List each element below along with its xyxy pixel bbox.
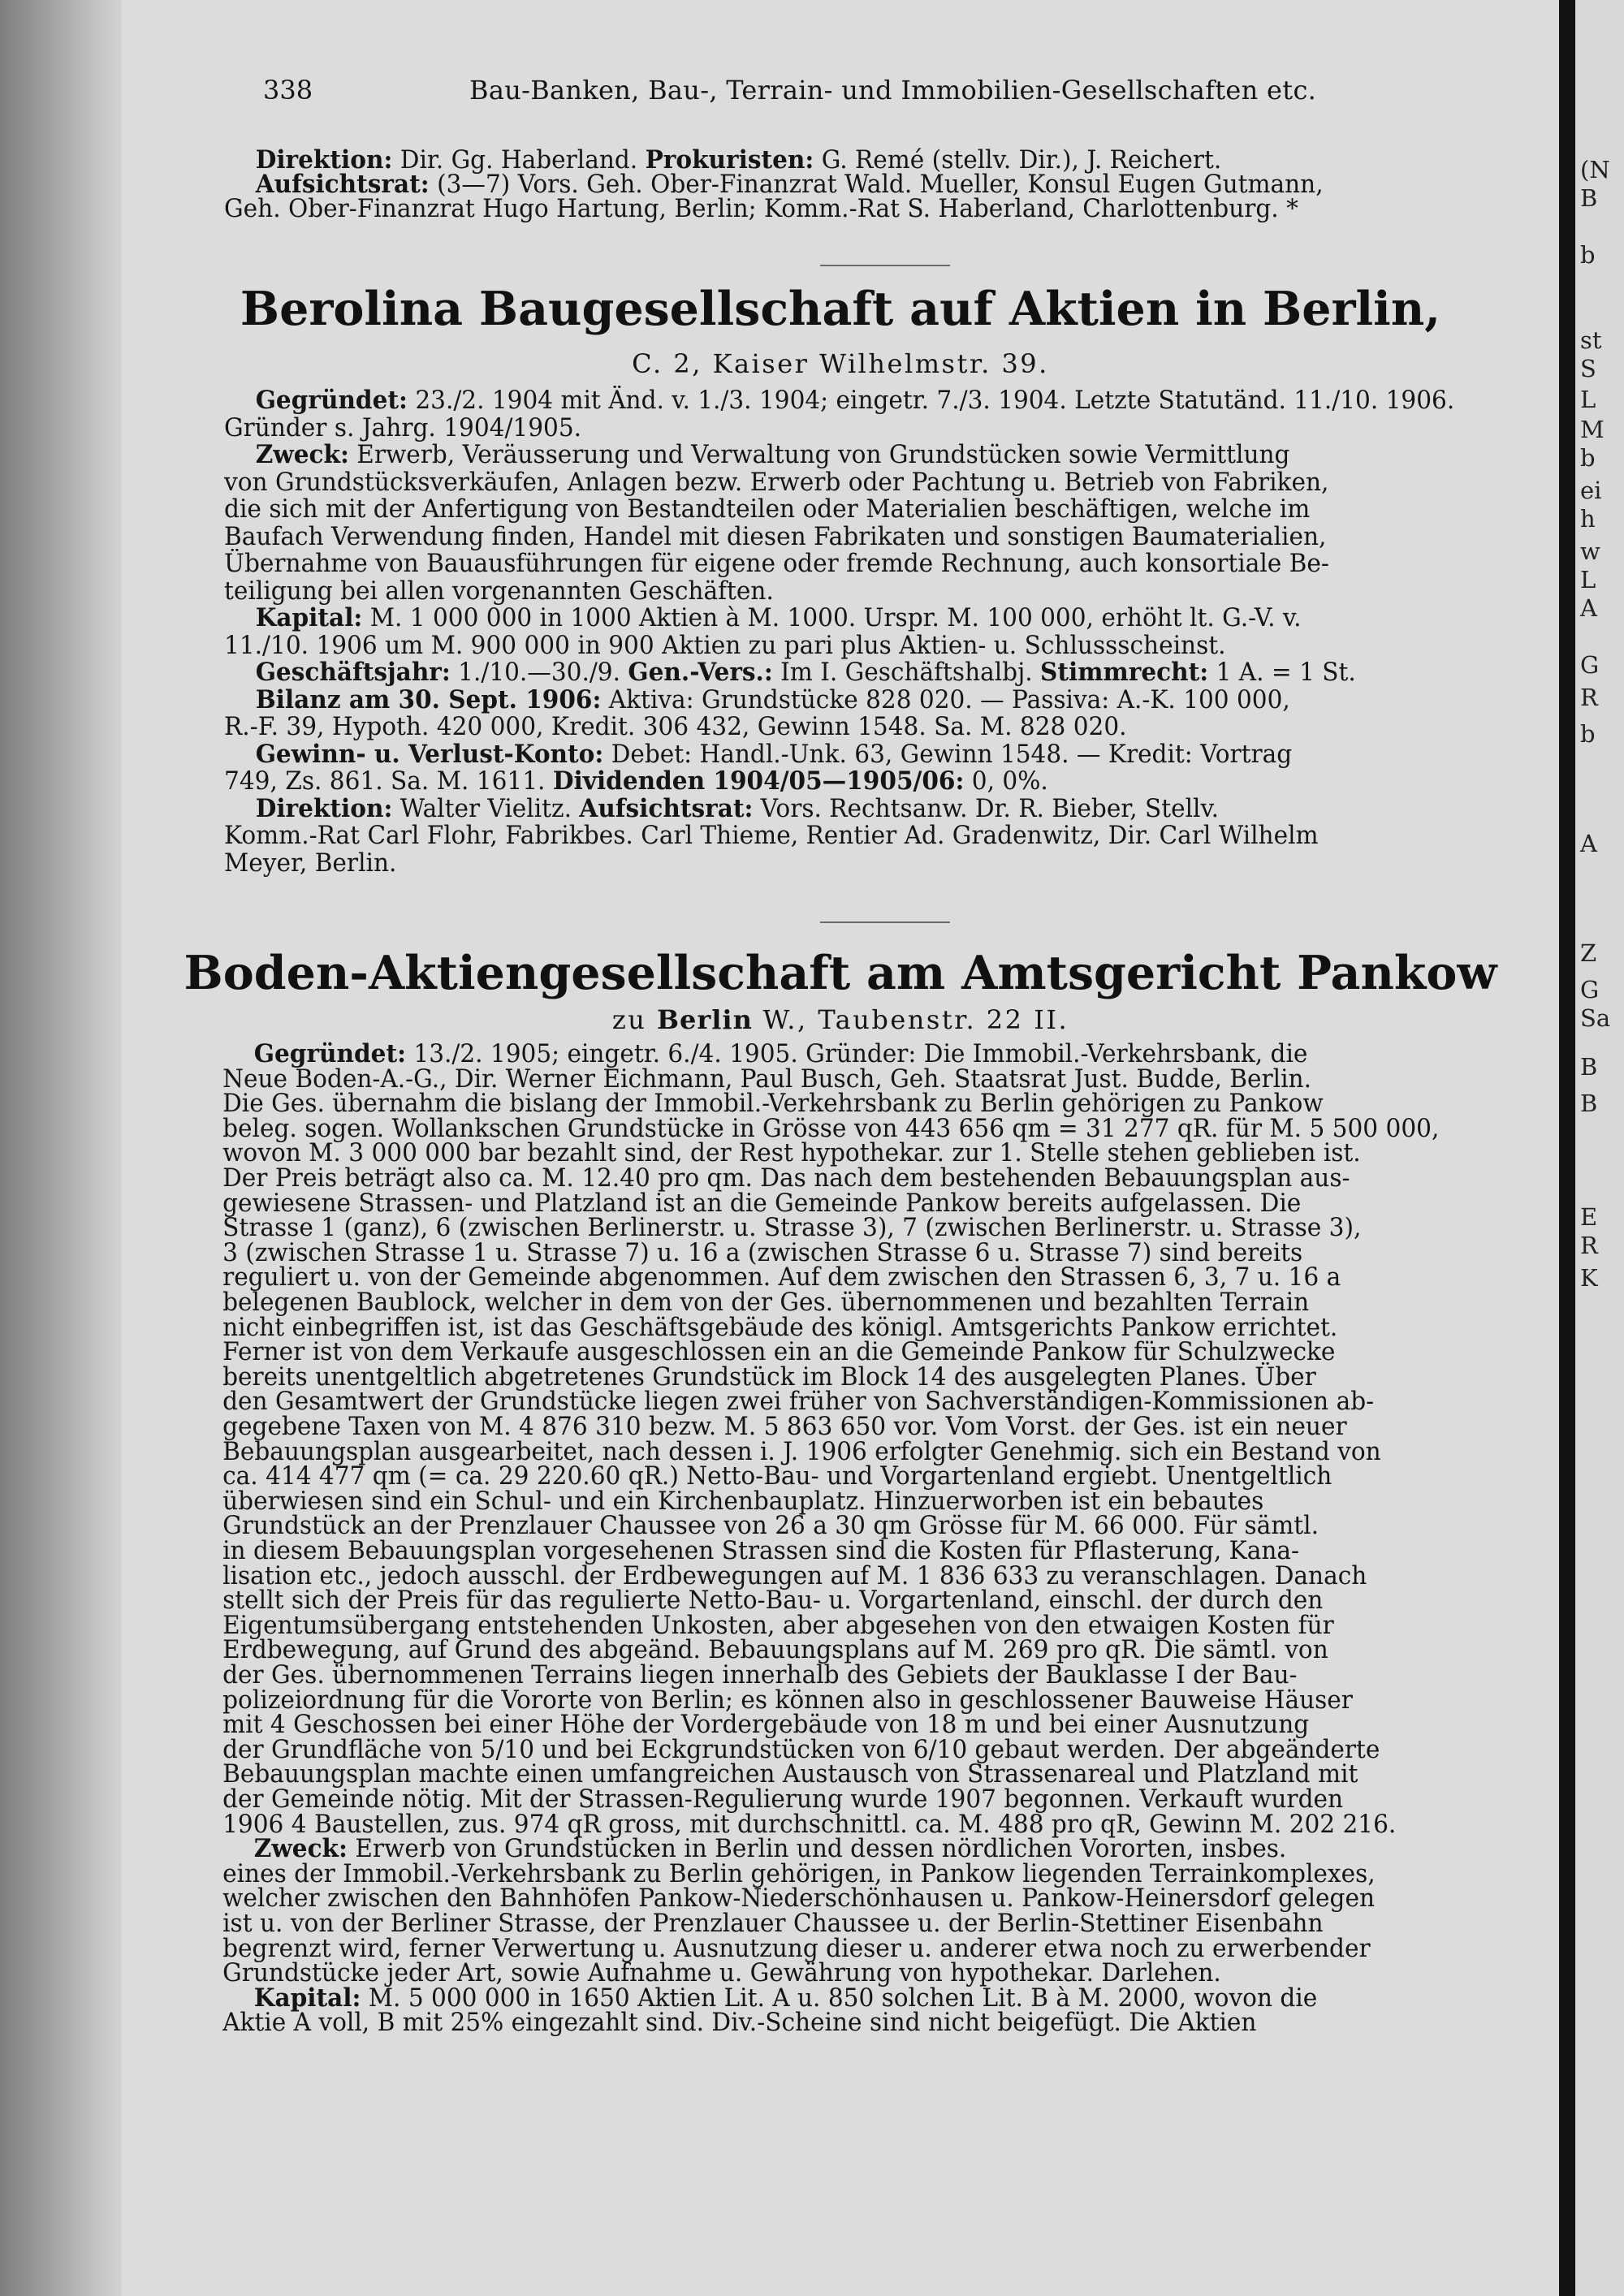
text-line <box>122 1561 1515 1590</box>
text: Dir. Gg. Haberland. <box>392 146 646 175</box>
text: 11./10. 1906 um M. 900 000 in 900 Aktien zu pari plus Aktien- u. Schlussscheinst. <box>224 631 1226 660</box>
text-line <box>122 1362 1515 1392</box>
text-line <box>122 1166 1515 1192</box>
text: teiligung bei allen vorgenannten Geschäften. <box>224 576 774 606</box>
keyword: Gen.-Vers.: <box>628 658 773 687</box>
text-line <box>122 1737 1515 1763</box>
text: Strasse 1 (ganz), 6 (zwischen Berlinerstr. u. Strasse 3), 7 (zwischen Berlinerstr. u. Strasse 3), <box>222 1214 1362 1243</box>
text: Der Preis beträgt also ca. M. 12.40 pro qm. Das nach dem bestehenden Bebauungsplan aus- <box>222 1164 1350 1193</box>
berolina-title: Berolina Baugesellschaft auf Aktien in Berlin, <box>240 282 1441 336</box>
text: die sich mit der Anfertigung von Bestandteilen oder Materialien beschäftigen, welche im <box>224 495 1311 524</box>
text-line <box>122 1886 1515 1912</box>
facing-page-fragment: st <box>1580 326 1602 354</box>
text-line <box>122 739 1514 769</box>
text-line <box>122 1613 1515 1639</box>
text-line <box>122 1685 1515 1715</box>
text: 3 (zwischen Strasse 1 u. Strasse 7) u. 16 a (zwischen Strasse 6 u. Strasse 7) sind bereits <box>222 1238 1303 1267</box>
facing-page-fragment: S <box>1580 355 1596 382</box>
text: stellt sich der Preis für das regulierte Netto-Bau- u. Vorgartenland, einschl. der durch den <box>222 1586 1324 1616</box>
keyword: Zweck: <box>253 1834 348 1864</box>
text: (3—7) Vors. Geh. Ober-Finanzrat Wald. Mueller, Konsul Eugen Gutmann, <box>429 170 1324 199</box>
facing-page-fragment: (N <box>1580 156 1610 183</box>
text: Baufach Verwendung finden, Handel mit diesen Fabrikaten und sonstigen Baumaterialien, <box>224 522 1327 551</box>
running-header <box>122 75 1559 107</box>
text: lisation etc., jedoch ausschl. der Erdbewegungen auf M. 1 836 633 zu veranschlagen. Danach <box>222 1561 1367 1590</box>
facing-page-fragment: b <box>1580 720 1596 748</box>
text-line <box>122 633 1515 659</box>
text: in diesem Bebauungsplan vorgesehenen Strassen sind die Kosten für Pflasterung, Kana- <box>222 1537 1300 1565</box>
text: polizeiordnung für die Vororte von Berlin; es können also in geschlossener Bauweise Häuser <box>222 1685 1353 1715</box>
keyword: Prokuristen: <box>645 145 814 175</box>
text: der Grundfläche von 5/10 und bei Eckgrundstücken von 6/10 gebaut werden. Der abgeänderte <box>222 1735 1380 1764</box>
facing-page-fragment: h <box>1580 505 1596 533</box>
facing-page-fragment: ei <box>1580 477 1602 504</box>
text: G. Remé (stellv. Dir.), J. Reichert. <box>814 146 1222 175</box>
keyword: Kapital: <box>255 603 363 632</box>
text: Die Ges. übernahm die bislang der Immobil.-Verkehrsbank zu Berlin gehörigen zu Pankow <box>222 1090 1324 1119</box>
facing-page-fragment: R <box>1580 1232 1598 1259</box>
keyword: Geschäftsjahr: <box>255 658 451 687</box>
keyword: Bilanz am 30. Sept. 1906: <box>255 684 602 714</box>
keyword: Aufsichtsrat: <box>579 793 754 823</box>
text-line <box>122 1290 1515 1316</box>
text-line <box>122 1787 1515 1813</box>
text: Grundstücke jeder Art, sowie Aufnahme u. Gewährung von hypothekar. Darlehen. <box>222 1959 1221 1988</box>
text: von Grundstücksverkäufen, Anlagen bezw. Erwerb oder Pachtung u. Betrieb von Fabriken, <box>224 468 1329 497</box>
text: Aktie A voll, B mit 25% eingezahlt sind. Div.-Scheine sind nicht beigefügt. Die Aktien <box>222 2009 1257 2038</box>
keyword: Stimmrecht: <box>1040 658 1209 687</box>
facing-page-fragment: Sa <box>1580 1004 1611 1032</box>
text: Erwerb von Grundstücken in Berlin und dessen nördlichen Vororten, insbes. <box>347 1835 1287 1864</box>
text: Eigentumsübergang entstehenden Unkosten, aber abgesehen von den etwaigen Kosten für <box>222 1611 1334 1640</box>
text-line <box>122 2010 1515 2036</box>
text: begrenzt wird, ferner Verwertung u. Ausnutzung dieser u. anderer etwa noch zu erwerbender <box>222 1934 1371 1963</box>
text: überwiesen sind ein Schul- und ein Kirchenbauplatz. Hinzuerworben ist ein bebautes <box>222 1487 1264 1516</box>
text: der Ges. übernommenen Terrains liegen innerhalb des Gebiets der Bauklasse I der Bau- <box>222 1661 1298 1690</box>
text: reguliert u. von der Gemeinde abgenommen. Auf dem zwischen den Strassen 6, 3, 7 u. 16 a <box>222 1263 1341 1293</box>
text-line <box>122 1414 1515 1440</box>
facing-page-edge <box>1575 0 1624 2296</box>
text: ist u. von der Berliner Strasse, der Prenzlauer Chaussee u. der Berlin-Stettiner Eisenbahn <box>222 1910 1324 1938</box>
text: 0, 0%. <box>964 767 1048 796</box>
text-line <box>122 1265 1515 1291</box>
text: Ferner ist von dem Verkaufe ausgeschlossen ein an die Gemeinde Pankow für Schulzwecke <box>222 1338 1336 1367</box>
text-line <box>122 1091 1515 1117</box>
facing-page-fragment: L <box>1580 566 1596 593</box>
facing-page-fragment: A <box>1580 830 1597 857</box>
text-line <box>122 1439 1515 1465</box>
text-line <box>122 1936 1515 1962</box>
text-line <box>122 603 1514 632</box>
text: eines der Immobil.-Verkehrsbank zu Berlin gehörigen, in Pankow liegenden Terrainkomplexes, <box>222 1859 1376 1888</box>
text-line <box>122 470 1515 496</box>
text-line <box>122 1638 1515 1664</box>
text-line <box>122 1513 1515 1539</box>
text-line <box>122 684 1514 714</box>
keyword: Gegründet: <box>253 1039 407 1068</box>
text-line <box>122 1238 1515 1267</box>
book-page <box>122 0 1559 2296</box>
keyword: Kapital: <box>253 1983 361 2013</box>
text: gegebene Taxen von M. 4 876 310 bezw. M. 5 863 650 vor. Vom Vorst. der Ges. ist ein neuer <box>222 1413 1347 1441</box>
boden-address-street: W., Taubenstr. 22 II. <box>752 1004 1069 1035</box>
text: Debet: Handl.-Unk. 63, Gewinn 1548. — Kredit: Vortrag <box>603 740 1293 769</box>
text: Meyer, Berlin. <box>224 848 397 878</box>
text-line <box>122 413 1515 442</box>
section-divider <box>820 921 950 923</box>
text-line <box>122 1215 1515 1241</box>
text-line <box>122 1116 1515 1142</box>
text: den Gesamtwert der Grundstücke liegen zwei früher von Sachverständigen-Kommissionen ab- <box>222 1388 1375 1417</box>
keyword: Gewinn- u. Verlust-Konto: <box>255 739 604 769</box>
text-line <box>122 823 1515 849</box>
text-line <box>122 1911 1515 1937</box>
text: Vors. Rechtsanw. Dr. R. Bieber, Stellv. <box>753 794 1220 823</box>
text-line <box>122 1039 1514 1068</box>
text: Erwerb, Veräusserung und Verwaltung von Grundstücken sowie Vermittlung <box>348 441 1290 469</box>
facing-page-fragment: B <box>1580 184 1598 212</box>
text-line <box>122 1663 1515 1689</box>
keyword: Aufsichtsrat: <box>255 170 430 199</box>
facing-page-fragment: w <box>1580 537 1600 565</box>
text-line <box>122 388 1514 414</box>
text-line <box>122 714 1515 740</box>
text-line <box>122 1389 1515 1415</box>
text: welcher zwischen den Bahnhöfen Pankow-Niederschönhausen u. Pankow-Heinersdorf gelegen <box>222 1884 1376 1914</box>
text: R.-F. 39, Hypoth. 420 000, Kredit. 306 432, Gewinn 1548. Sa. M. 828 020. <box>224 713 1127 741</box>
text: mit 4 Geschossen bei einer Höhe der Vordergebäude von 18 m und bei einer Ausnutzung <box>222 1711 1310 1740</box>
text: ca. 414 477 qm (= ca. 29 220.60 qR.) Netto-Bau- und Vorgartenland ergiebt. Unentgeltlich <box>222 1462 1332 1491</box>
boden-address-city: Berlin <box>656 1004 753 1035</box>
text-line <box>122 1712 1515 1738</box>
text: Neue Boden-A.-G., Dir. Werner Eichmann, Paul Busch, Geh. Staatsrat Just. Budde, Berlin. <box>222 1064 1311 1094</box>
text-line <box>122 1141 1515 1167</box>
running-title: Bau-Banken, Bau-, Terrain- und Immobilien-Gesellschaften etc. <box>469 75 1317 106</box>
page-number: 338 <box>263 75 313 106</box>
text-line <box>122 576 1515 606</box>
facing-page-fragment: b <box>1580 241 1596 269</box>
facing-page-fragment: Z <box>1580 939 1597 967</box>
text-line <box>122 1859 1515 1888</box>
facing-page-fragment: b <box>1580 444 1596 472</box>
facing-page-fragment: E <box>1580 1203 1598 1231</box>
text: Komm.-Rat Carl Flohr, Fabrikbes. Carl Thieme, Rentier Ad. Gradenwitz, Dir. Carl Wilhelm <box>224 822 1319 850</box>
text: M. 1 000 000 in 1000 Aktien à M. 1000. Urspr. M. 100 000, erhöht lt. G.-V. v. <box>362 604 1302 632</box>
text-line <box>122 1464 1515 1490</box>
text: Bebauungsplan ausgearbeitet, nach dessen i. J. 1906 erfolgter Genehmig. sich ein Bestand von <box>222 1437 1381 1466</box>
section-divider <box>820 265 950 266</box>
facing-page-fragment: G <box>1580 651 1600 679</box>
text: bereits unentgeltlich abgetretenes Grundstück im Block 14 des ausgelegten Planes. Über <box>222 1362 1316 1392</box>
text: 13./2. 1905; eingetr. 6./4. 1905. Gründer: Die Immobil.-Verkehrsbank, die <box>406 1040 1308 1068</box>
text-line <box>122 442 1514 468</box>
text-line <box>122 1191 1515 1217</box>
text: belegenen Baublock, welcher in dem von der Ges. übernommenen und bezahlten Terrain <box>222 1288 1310 1317</box>
berolina-address: C. 2, Kaiser Wilhelmstr. 39. <box>632 348 1049 379</box>
text-line <box>122 1064 1515 1094</box>
text: Grundstück an der Prenzlauer Chaussee von 26 a 30 qm Grösse für M. 66 000. Für sämtl. <box>222 1512 1320 1541</box>
text-line <box>122 793 1514 823</box>
keyword: Direktion: <box>255 145 393 175</box>
text: gewiesene Strassen- und Platzland ist an die Gemeinde Pankow bereits aufgelassen. Die <box>222 1189 1302 1218</box>
keyword: Gegründet: <box>255 386 408 415</box>
text: 1 A. = 1 St. <box>1208 658 1356 687</box>
text: Walter Vielitz. <box>392 794 580 823</box>
left-book-gutter <box>0 0 122 2296</box>
text-line <box>122 1489 1515 1515</box>
text-line <box>122 1836 1514 1862</box>
text: M. 5 000 000 in 1650 Aktien Lit. A u. 850 solchen Lit. B à M. 2000, wovon die <box>361 1983 1318 2013</box>
text: der Gemeinde nötig. Mit der Strassen-Regulierung wurde 1907 begonnen. Verkauft wurden <box>222 1785 1344 1814</box>
text-line <box>122 848 1515 878</box>
text: Aktiva: Grundstücke 828 020. — Passiva: A.-K. 100 000, <box>601 685 1290 714</box>
facing-page-fragment: B <box>1580 1053 1598 1081</box>
text-line <box>122 766 1515 796</box>
text: Erdbewegung, auf Grund des abgeänd. Bebauungsplans auf M. 269 pro qR. Die sämtl. von <box>222 1636 1328 1665</box>
facing-page-fragment: M <box>1580 416 1605 443</box>
text-line <box>122 1315 1515 1341</box>
text: Übernahme von Bauausführungen für eigene oder fremde Rechnung, auch konsortiale Be- <box>224 550 1329 578</box>
text: wovon M. 3 000 000 bar bezahlt sind, der Rest hypothekar. zur 1. Stelle stehen geblieben ist. <box>222 1139 1361 1168</box>
keyword: Dividenden 1904/05—1905/06: <box>552 766 965 796</box>
text: 23./2. 1904 mit Änd. v. 1./3. 1904; eingetr. 7./3. 1904. Letzte Statutänd. 11./10. 1906. <box>407 386 1455 415</box>
facing-page-fragment: L <box>1580 386 1596 413</box>
text-line <box>122 1588 1515 1614</box>
text: Bebauungsplan machte einen umfangreichen Austausch von Strassenareal und Platzland mit <box>222 1760 1358 1789</box>
text: beleg. sogen. Wollankschen Grundstücke in Grösse von 443 656 qm = 31 277 qR. für M. 5 500 000, <box>222 1114 1440 1143</box>
boden-address <box>122 1004 1559 1035</box>
facing-page-fragment: B <box>1580 1090 1598 1117</box>
text: nicht einbegriffen ist, ist das Geschäftsgebäude des königl. Amtsgerichts Pankow errichtet. <box>222 1313 1338 1342</box>
facing-page-fragment: A <box>1580 594 1597 622</box>
facing-page-fragment: K <box>1580 1264 1598 1292</box>
text-line <box>122 660 1514 686</box>
book-binding-shadow <box>1559 0 1575 2296</box>
text: 1906 4 Baustellen, zus. 974 qR gross, mit durchschnittl. ca. M. 488 pro qR, Gewinn M. 202 216. <box>222 1810 1397 1839</box>
boden-title: Boden-Aktiengesellschaft am Amtsgericht Pankow <box>184 946 1497 1000</box>
text-line <box>122 1340 1515 1366</box>
boden-address-prefix: zu <box>611 1004 657 1035</box>
text-line <box>122 524 1515 550</box>
text-line <box>122 1539 1515 1564</box>
keyword: Zweck: <box>255 440 349 469</box>
text: Gründer s. Jahrg. 1904/1905. <box>224 413 582 442</box>
text-line <box>122 1983 1514 2013</box>
text-line <box>122 551 1515 577</box>
keyword: Direktion: <box>255 793 393 823</box>
facing-page-fragment: R <box>1580 684 1598 711</box>
text-line <box>122 497 1515 523</box>
text: Im I. Geschäftshalbj. <box>772 658 1041 687</box>
facing-page-fragment: G <box>1580 976 1600 1003</box>
text-line <box>122 172 1514 198</box>
text: 1./10.—30./9. <box>450 658 628 687</box>
text: 749, Zs. 861. Sa. M. 1611. <box>224 767 553 796</box>
text-line <box>122 196 1515 222</box>
text-line <box>122 1762 1515 1788</box>
text: Geh. Ober-Finanzrat Hugo Hartung, Berlin; Komm.-Rat S. Haberland, Charlottenburg. * <box>224 195 1298 223</box>
